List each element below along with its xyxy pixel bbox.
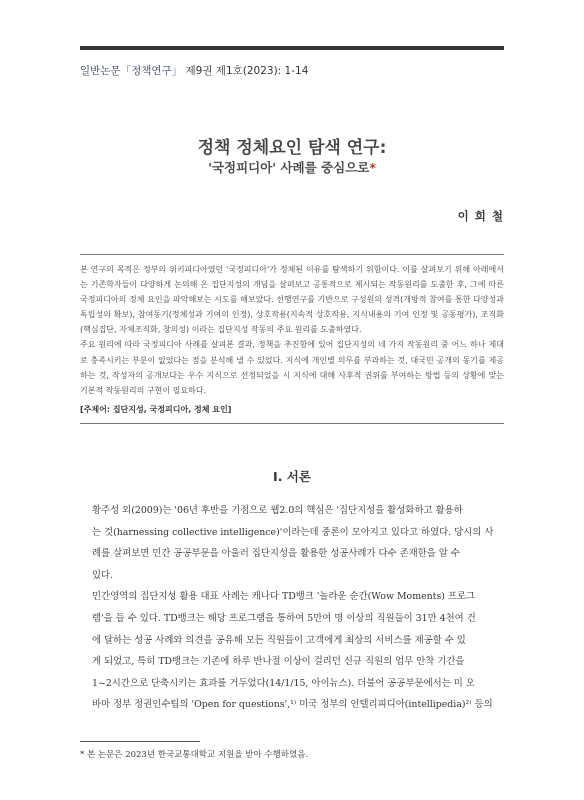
journal-header <box>80 63 308 78</box>
abstract-bottom-rule <box>80 423 504 424</box>
body-line: 바마 정부 정권인수팀의 'Open for questions',¹⁾ 미국 정부의 인텔리피디아(intellipedia)²⁾ 등의 <box>92 699 493 711</box>
subtitle-text: '국정피디아' 사례를 중심으로 <box>208 160 370 175</box>
abstract-box <box>80 262 504 417</box>
body-line: 램'을 들 수 있다. TD뱅크는 해당 프로그램을 통하여 5만여 명 이상의 직원들이 31만 4천여 건 <box>92 612 476 624</box>
abstract-paragraph-2: 주요 원리에 따라 국정피디아 사례를 살펴본 결과, 정책을 추진함에 있어 집단지성의 네 가지 작동원리 중 어느 하나 제대로 충족시키는 부분이 없었다는 점을 분석해 낼 수 있었다. 지식에 개인별 의무를 부과하는 것, 대국민 공개의 동기를 제공하는 것, 작성자의 공개보다는 우수 지식으로 선정되었을 시 지식에 대해 사후적 권위를 부여하는 방법 등의 상황에 맞는 기본적 작동원리의 구현이 필요하다. <box>80 340 504 395</box>
body-line: 1~2시간으로 단축시키는 효과를 거두었다(14/1/15, 아이뉴스). 더불어 공공부문에서는 미 오 <box>92 677 475 689</box>
paper-subtitle <box>0 158 584 176</box>
body-line: 게 되었고, 특히 TD뱅크는 기존에 하루 반나절 이상이 걸리던 신규 직원의 업무 안착 기간을 <box>92 656 465 668</box>
journal-citation: 제9권 제1호(2023): 1-14 <box>185 65 309 77</box>
footnote-mark: * <box>369 160 376 175</box>
body-line: 황주성 외(2009)는 '06년 후반을 기점으로 웹2.0의 핵심은 '집단지성을 활성화하고 활용하 <box>92 505 463 516</box>
body-paragraph-1 <box>80 500 504 586</box>
body-line: 는 것(harnessing collective intelligence)'이라는데 중론이 모아지고 있다고 하였다. 당시의 사 <box>92 526 494 538</box>
author-name: 이 희 철 <box>457 209 504 223</box>
abstract-top-rule <box>80 254 504 255</box>
footnote: * 본 논문은 2023년 한국교통대학교 지원을 받아 수행하였음. <box>80 750 309 760</box>
body-line: 례를 살펴보면 민간 공공부문을 아울러 집단지성을 활용한 성공사례가 다수 존재한을 알 수 <box>92 548 460 560</box>
abstract-paragraph-1: 본 연구의 목적은 정부의 위키피디아였던 '국정피디아'가 정체된 이유를 탐색하기 위함이다. 이를 살펴보기 위해 아래에서는 기존학자들이 다양하게 논의해 온 집단지성의 개념을 살펴보고 공통적으로 제시되는 작동원리를 도출한 후, 그에 따른 국정피디아의 정체 요인을 파악해보는 시도를 해보았다. 선행연구를 기반으로 구성원의 성격(개방적 참여를 통한 다양성과 독립성의 확보), 참여동기(정체성과 기여의 인정), 상호작용(지속적 상호작용, 지식내용의 기여 인정 및 공동평가), 조직화(핵심집단, 자체조직화, 창의성) 이라는 집단지성 작동의 주요 원리를 도출하였다. <box>80 265 504 335</box>
footnote-rule <box>80 741 200 742</box>
body-paragraph-2 <box>80 586 504 716</box>
journal-label: 일반논문「정책연구」 <box>80 65 183 77</box>
body-text <box>80 500 504 716</box>
header-rule <box>80 46 504 50</box>
body-line: 민간영역의 집단지성 활용 대표 사례는 캐나다 TD뱅크 '놀라운 순간(Wow Moments) 프로그 <box>92 591 476 603</box>
keywords: [주제어: 집단지성, 국정피디아, 정체 요인] <box>80 404 232 414</box>
body-line: 에 달하는 성공 사례와 의견을 공유해 모든 직원들이 고객에게 최상의 서비스를 제공할 수 있 <box>92 634 466 646</box>
section-heading: Ⅰ. 서론 <box>273 469 311 484</box>
paper-title: 정책 정체요인 탐색 연구: <box>197 138 387 158</box>
body-line: 있다. <box>92 569 114 581</box>
